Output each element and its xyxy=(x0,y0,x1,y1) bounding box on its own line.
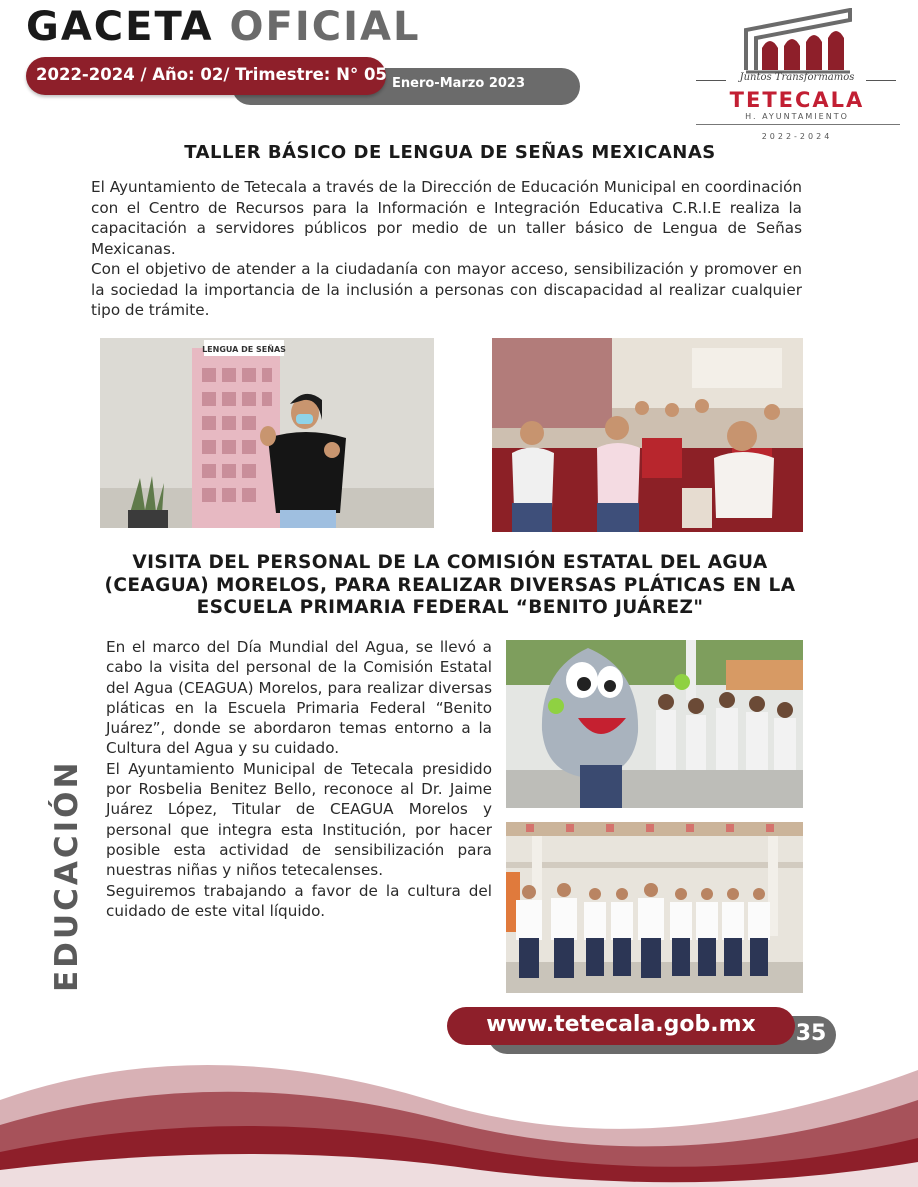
photo-group-staff xyxy=(506,822,803,993)
website-link[interactable]: www.tetecala.gob.mx xyxy=(486,1012,756,1037)
section2-paragraph: En el marco del Día Mundial del Agua, se llevó a cabo la visita del personal de la Comisión Estatal del Agua (CEAGUA) Morelos, para realizar diversas pláticas en la Escuela Primaria Federal “Benito Juárez”, donde se abordaron temas entorno a la Cultura del Agua y su cuidado. xyxy=(106,638,492,758)
logo-underline xyxy=(696,124,900,125)
photo-water-mascot xyxy=(506,640,803,808)
section2-body xyxy=(106,637,492,921)
logo-years: 2022-2024 xyxy=(761,132,833,141)
photo-workshop-participants xyxy=(492,338,803,532)
tetecala-logo-icon xyxy=(740,8,858,76)
logo-subtitle: H. AYUNTAMIENTO xyxy=(745,112,849,121)
gazette-title-part1: GACETA xyxy=(26,4,214,50)
logo-divider-right xyxy=(866,80,896,81)
logo-slogan: Juntos Transformamos xyxy=(739,72,855,83)
section1-paragraph: El Ayuntamiento de Tetecala a través de la Dirección de Educación Municipal en coordinación con el Centro de Recursos para la Información e Integración Educativa C.R.I.E realiza la capacitación a servidores públicos por medio de un taller básico de Lengua de Señas Mexicanas. xyxy=(91,178,802,258)
gazette-title xyxy=(26,4,420,50)
section2-paragraph: El Ayuntamiento Municipal de Tetecala presidido por Rosbelia Benitez Bello, reconoce al Dr. Jaime Juárez López, Titular de CEAGUA Morelos y personal que integra esta Institución, por hacer posible esta actividad de sensibilización para nuestras niñas y niños tetecalenses. xyxy=(106,759,492,880)
photo-sign-label: LENGUA DE SEÑAS xyxy=(202,345,286,354)
section2-paragraph: Seguiremos trabajando a favor de la cultura del cuidado de este vital líquido. xyxy=(106,881,492,920)
section-side-label: EDUCACIÓN xyxy=(49,759,85,992)
period-text: Enero-Marzo 2023 xyxy=(392,76,526,91)
gazette-title-part2: OFICIAL xyxy=(229,4,421,50)
section1-body xyxy=(91,177,802,321)
photo-sign-language-instructor xyxy=(100,338,434,528)
section1-paragraph: Con el objetivo de atender a la ciudadanía con mayor acceso, sensibilización y promover en la sociedad la importancia de la inclusión a personas con discapacidad al realizar cualquier tipo de trámite. xyxy=(91,260,802,319)
page-number: 35 xyxy=(795,1021,827,1046)
edition-text: 2022-2024 / Año: 02/ Trimestre: N° 05 xyxy=(36,65,387,84)
section2-heading: VISITA DEL PERSONAL DE LA COMISIÓN ESTATAL DEL AGUA (CEAGUA) MORELOS, PARA REALIZAR DIVERSAS PLÁTICAS EN LA ESCUELA PRIMARIA FEDERAL “BENITO JUÁREZ" xyxy=(104,552,796,618)
logo-divider-left xyxy=(696,80,726,81)
section1-heading: TALLER BÁSICO DE LENGUA DE SEÑAS MEXICANAS xyxy=(184,142,716,163)
logo-name: TETECALA xyxy=(729,88,865,112)
